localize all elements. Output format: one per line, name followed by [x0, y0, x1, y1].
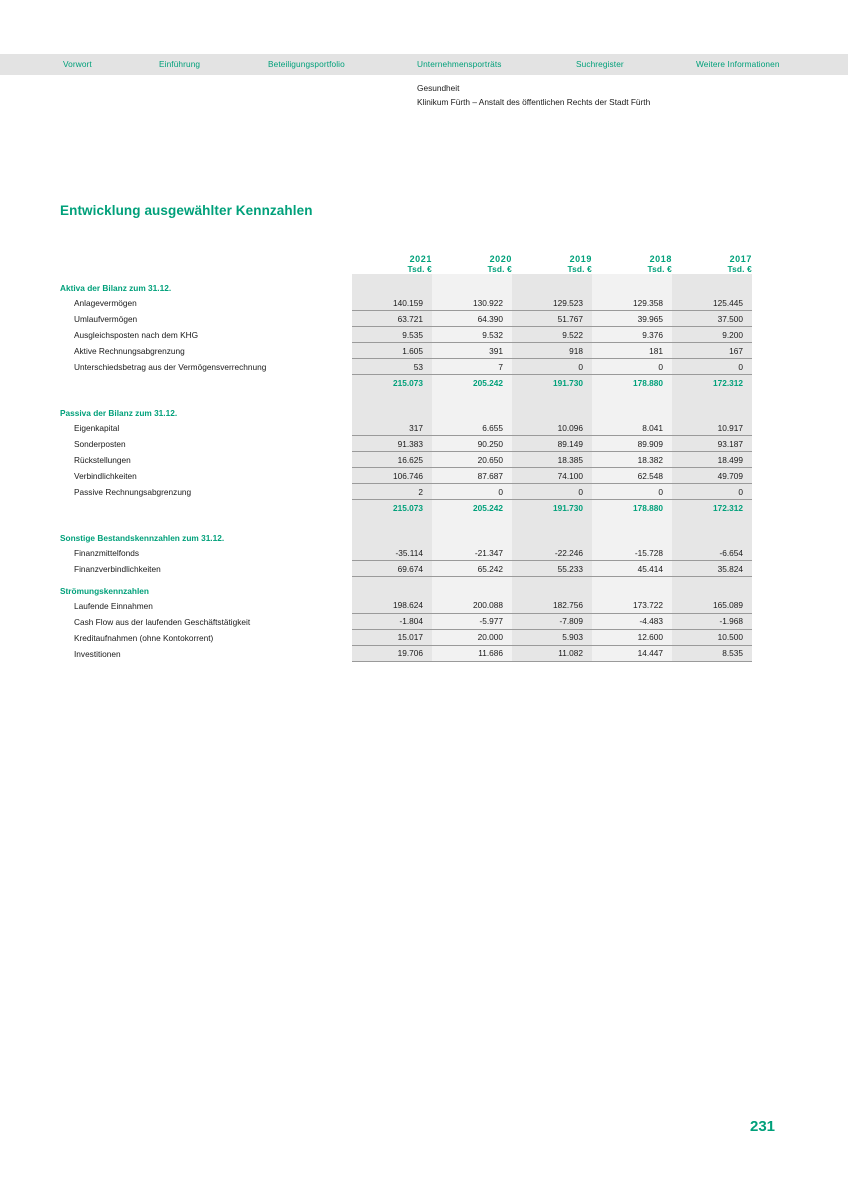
- table-cell-value: 391: [432, 343, 512, 359]
- nav-item-vorwort[interactable]: Vorwort: [63, 59, 92, 69]
- row-label: [60, 375, 352, 391]
- table-cell-value: 11.082: [512, 645, 592, 661]
- table-cell-value: 9.200: [672, 327, 752, 343]
- table-cell-value: -21.347: [432, 545, 512, 561]
- table-cell-value: 140.159: [352, 295, 432, 311]
- table-cell-value: 10.500: [672, 629, 752, 645]
- row-label: Cash Flow aus der laufenden Geschäftstätigkeit: [74, 616, 251, 627]
- table-cell-value: 35.824: [672, 561, 752, 577]
- section-spacer-cell: [432, 524, 512, 545]
- header-unit-2018: Tsd. €: [647, 264, 672, 274]
- section-label: Strömungskennzahlen: [60, 585, 149, 596]
- table-cell-value: 49.709: [672, 468, 752, 484]
- table-cell-value: 172.312: [672, 500, 752, 516]
- section-spacer-cell: [672, 274, 752, 295]
- section-spacer-cell: [352, 524, 432, 545]
- table-cell-value: 93.187: [672, 436, 752, 452]
- row-label: Rückstellungen: [74, 455, 131, 465]
- table-cell-value: 9.532: [432, 327, 512, 343]
- header-year-2018: 2018: [649, 254, 672, 264]
- header-unit-2021: Tsd. €: [407, 264, 432, 274]
- table-cell-value: 0: [512, 484, 592, 500]
- table-cell-value: 178.880: [592, 500, 672, 516]
- table-cell-value: 1.605: [352, 343, 432, 359]
- nav-item-beteiligungsportfolio[interactable]: Beteiligungsportfolio: [268, 59, 345, 69]
- table-cell-value: -22.246: [512, 545, 592, 561]
- page-number: 231: [750, 1118, 776, 1135]
- section-spacer-cell: [592, 524, 672, 545]
- table-row: [60, 545, 752, 561]
- row-label: Ausgleichsposten nach dem KHG: [74, 330, 199, 340]
- section-label: Sonstige Bestandskennzahlen zum 31.12.: [60, 533, 225, 543]
- table-cell-value: 9.376: [592, 327, 672, 343]
- row-label: Finanzverbindlichkeiten: [74, 564, 161, 574]
- table-cell-value: 0: [672, 359, 752, 375]
- table-cell-value: 8.041: [592, 420, 672, 436]
- table-cell-value: 198.624: [352, 598, 432, 614]
- table-cell-value: 51.767: [512, 311, 592, 327]
- table-cell-value: 5.903: [512, 629, 592, 645]
- table-row: [60, 375, 752, 391]
- table-cell-value: 45.414: [592, 561, 672, 577]
- table-cell-value: 63.721: [352, 311, 432, 327]
- table-cell-value: 8.535: [672, 645, 752, 661]
- table-cell-value: 129.523: [512, 295, 592, 311]
- table-cell-value: 65.242: [432, 561, 512, 577]
- row-label: Sonderposten: [74, 439, 126, 449]
- row-label: [60, 500, 352, 516]
- table-cell-value: 317: [352, 420, 432, 436]
- nav-item-unternehmensportraets[interactable]: Unternehmensporträts: [417, 59, 502, 69]
- row-label: Aktive Rechnungsabgrenzung: [74, 346, 185, 356]
- table-cell-value: 91.383: [352, 436, 432, 452]
- row-label: Eigenkapital: [74, 423, 120, 433]
- table-row: [60, 359, 752, 375]
- table-cell-value: 10.917: [672, 420, 752, 436]
- table-row: [60, 645, 752, 661]
- table-cell-value: 89.149: [512, 436, 592, 452]
- spacer-cell: [432, 515, 512, 524]
- nav-item-weitere-informationen[interactable]: Weitere Informationen: [696, 59, 780, 69]
- row-label: Passive Rechnungsabgrenzung: [74, 487, 192, 497]
- table-cell-value: -1.968: [672, 613, 752, 629]
- header-year-2019: 2019: [569, 254, 592, 264]
- table-cell-value: 20.000: [432, 629, 512, 645]
- table-cell-value: -35.114: [352, 545, 432, 561]
- table-cell-value: 64.390: [432, 311, 512, 327]
- section-spacer-cell: [512, 274, 592, 295]
- spacer-cell: [592, 515, 672, 524]
- table-cell-value: 205.242: [432, 500, 512, 516]
- header-year-2021: 2021: [409, 254, 432, 264]
- row-label: Umlaufvermögen: [74, 314, 138, 324]
- table-section-row: [60, 524, 752, 545]
- table-cell-value: 14.447: [592, 645, 672, 661]
- section-spacer-cell: [432, 577, 512, 598]
- spacer-cell: [60, 515, 352, 524]
- table-cell-value: 0: [512, 359, 592, 375]
- table-row: [60, 420, 752, 436]
- table-row: [60, 327, 752, 343]
- table-cell-value: 106.746: [352, 468, 432, 484]
- table-cell-value: 181: [592, 343, 672, 359]
- section-spacer-cell: [672, 577, 752, 598]
- nav-item-suchregister[interactable]: Suchregister: [576, 59, 624, 69]
- table-row: [60, 311, 752, 327]
- table-body: [60, 274, 752, 661]
- table-cell-value: 55.233: [512, 561, 592, 577]
- section-spacer-cell: [592, 399, 672, 420]
- table-section-row: [60, 274, 752, 295]
- table-spacer-row: [60, 515, 752, 524]
- table-cell-value: 191.730: [512, 375, 592, 391]
- table-cell-value: 37.500: [672, 311, 752, 327]
- table-cell-value: -1.804: [352, 613, 432, 629]
- header-empty-cell-2: [60, 264, 352, 274]
- spacer-cell: [60, 390, 352, 399]
- table-cell-value: 125.445: [672, 295, 752, 311]
- top-navigation-bar: [0, 54, 848, 75]
- table-section-row: [60, 577, 752, 598]
- breadcrumb-category: Gesundheit: [417, 83, 460, 93]
- section-spacer-cell: [592, 274, 672, 295]
- table-cell-value: -6.654: [672, 545, 752, 561]
- table-cell-value: 9.522: [512, 327, 592, 343]
- table-cell-value: 74.100: [512, 468, 592, 484]
- table-cell-value: 0: [672, 484, 752, 500]
- table-cell-value: 7: [432, 359, 512, 375]
- section-spacer-cell: [352, 399, 432, 420]
- row-label: Verbindlichkeiten: [74, 471, 137, 481]
- table-cell-value: 215.073: [352, 375, 432, 391]
- header-year-2017: 2017: [729, 254, 752, 264]
- table-cell-value: 173.722: [592, 598, 672, 614]
- table-cell-value: 918: [512, 343, 592, 359]
- table-cell-value: 18.385: [512, 452, 592, 468]
- table-cell-value: 89.909: [592, 436, 672, 452]
- table-cell-value: 20.650: [432, 452, 512, 468]
- section-spacer-cell: [672, 399, 752, 420]
- table-row: [60, 500, 752, 516]
- table-cell-value: 15.017: [352, 629, 432, 645]
- row-label: Laufende Einnahmen: [74, 600, 153, 611]
- header-unit-2019: Tsd. €: [567, 264, 592, 274]
- table-cell-value: 182.756: [512, 598, 592, 614]
- table-cell-value: 205.242: [432, 375, 512, 391]
- table-cell-value: 0: [432, 484, 512, 500]
- table-cell-value: 191.730: [512, 500, 592, 516]
- table-cell-value: 12.600: [592, 629, 672, 645]
- table-header-units: [60, 264, 752, 274]
- section-spacer-cell: [432, 399, 512, 420]
- table-row: [60, 295, 752, 311]
- table-cell-value: 39.965: [592, 311, 672, 327]
- breadcrumb-entity: Klinikum Fürth – Anstalt des öffentlichen Rechts der Stadt Fürth: [417, 97, 651, 107]
- spacer-cell: [672, 390, 752, 399]
- table-cell-value: 172.312: [672, 375, 752, 391]
- table-cell-value: 200.088: [432, 598, 512, 614]
- table-cell-value: 167: [672, 343, 752, 359]
- table-cell-value: 53: [352, 359, 432, 375]
- table-row: [60, 629, 752, 645]
- table-row: [60, 484, 752, 500]
- table-cell-value: 62.548: [592, 468, 672, 484]
- section-label: Passiva der Bilanz zum 31.12.: [60, 408, 178, 418]
- table-cell-value: 0: [592, 484, 672, 500]
- table-cell-value: 6.655: [432, 420, 512, 436]
- table-cell-value: 215.073: [352, 500, 432, 516]
- spacer-cell: [352, 515, 432, 524]
- section-label: Aktiva der Bilanz zum 31.12.: [60, 283, 172, 293]
- section-spacer-cell: [512, 399, 592, 420]
- table-spacer-row: [60, 390, 752, 399]
- table-cell-value: 87.687: [432, 468, 512, 484]
- row-label: Unterschiedsbetrag aus der Vermögensverrechnung: [74, 362, 267, 372]
- table-section-row: [60, 399, 752, 420]
- row-label: Kreditaufnahmen (ohne Kontokorrent): [74, 632, 214, 643]
- spacer-cell: [512, 515, 592, 524]
- header-empty-cell: [60, 254, 352, 264]
- table-cell-value: -5.977: [432, 613, 512, 629]
- table-cell-value: 16.625: [352, 452, 432, 468]
- row-label: Investitionen: [74, 648, 121, 659]
- table-row: [60, 468, 752, 484]
- table-cell-value: -4.483: [592, 613, 672, 629]
- section-spacer-cell: [512, 577, 592, 598]
- spacer-cell: [512, 390, 592, 399]
- table-row: [60, 613, 752, 629]
- spacer-cell: [592, 390, 672, 399]
- table-cell-value: -7.809: [512, 613, 592, 629]
- kennzahlen-table-wrapper: [60, 254, 760, 662]
- section-spacer-cell: [672, 524, 752, 545]
- nav-item-einfuehrung[interactable]: Einführung: [159, 59, 201, 69]
- table-cell-value: 130.922: [432, 295, 512, 311]
- table-row: [60, 343, 752, 359]
- table-cell-value: 165.089: [672, 598, 752, 614]
- header-unit-2017: Tsd. €: [727, 264, 752, 274]
- table-row: [60, 436, 752, 452]
- section-spacer-cell: [432, 274, 512, 295]
- header-year-2020: 2020: [489, 254, 512, 264]
- table-cell-value: 69.674: [352, 561, 432, 577]
- header-unit-2020: Tsd. €: [487, 264, 512, 274]
- table-cell-value: 18.499: [672, 452, 752, 468]
- table-cell-value: 2: [352, 484, 432, 500]
- breadcrumb: [417, 81, 650, 109]
- table-row: [60, 452, 752, 468]
- kennzahlen-table: [60, 254, 752, 662]
- table-head: [60, 254, 752, 274]
- section-spacer-cell: [512, 524, 592, 545]
- table-row: [60, 598, 752, 614]
- section-spacer-cell: [352, 577, 432, 598]
- table-cell-value: 19.706: [352, 645, 432, 661]
- section-spacer-cell: [352, 274, 432, 295]
- table-cell-value: -15.728: [592, 545, 672, 561]
- page-title: Entwicklung ausgewählter Kennzahlen: [60, 203, 313, 218]
- table-cell-value: 10.096: [512, 420, 592, 436]
- section-spacer-cell: [592, 577, 672, 598]
- table-cell-value: 178.880: [592, 375, 672, 391]
- table-cell-value: 90.250: [432, 436, 512, 452]
- table-row: [60, 561, 752, 577]
- spacer-cell: [352, 390, 432, 399]
- row-label: Anlagevermögen: [74, 298, 137, 308]
- spacer-cell: [672, 515, 752, 524]
- table-cell-value: 129.358: [592, 295, 672, 311]
- table-cell-value: 9.535: [352, 327, 432, 343]
- spacer-cell: [432, 390, 512, 399]
- row-label: Finanzmittelfonds: [74, 548, 140, 558]
- table-cell-value: 11.686: [432, 645, 512, 661]
- table-cell-value: 0: [592, 359, 672, 375]
- table-header-years: [60, 254, 752, 264]
- table-cell-value: 18.382: [592, 452, 672, 468]
